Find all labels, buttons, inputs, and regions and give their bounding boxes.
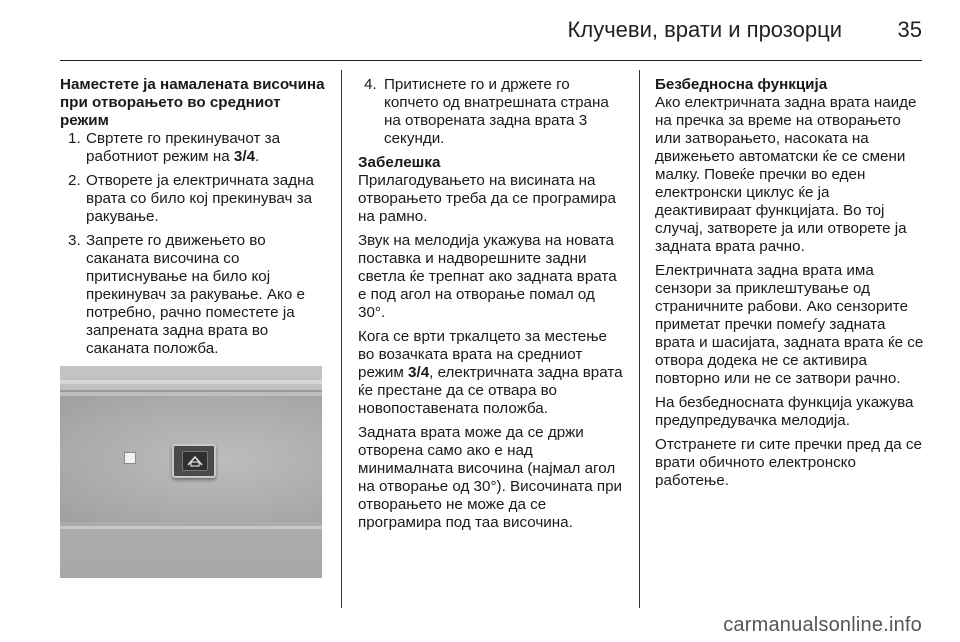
- watermark: carmanualsonline.info: [723, 614, 922, 636]
- page-title: Клучеви, врати и прозорци: [567, 17, 842, 42]
- step-number: 1.: [68, 130, 81, 147]
- step-text: Запрете го движењето во саканата височина со притиснување на било кој прекинувач за ракување. Ако е потребно, рачно поместете ја запрената задна врата во саканата положба.: [86, 232, 305, 357]
- paragraph: Звук на мелодија укажува на новата поставка и надворешните задни светла ќе трепнат ако задната врата е под агол на отворање помал од 30°.: [358, 232, 617, 321]
- step-text: Отворете ја електричната задна врата со било кој прекинувач за ракување.: [86, 172, 314, 225]
- sensor-hole: [124, 452, 136, 464]
- page-header: [0, 0, 960, 62]
- column-right: [655, 76, 927, 496]
- step-3: [60, 232, 328, 358]
- step-number: 4.: [364, 76, 377, 93]
- column-divider-2: [639, 70, 640, 608]
- header-rule: [60, 60, 922, 61]
- step-4: [358, 76, 626, 148]
- steps-list: [60, 130, 328, 358]
- paragraph: Ако електричната задна врата наиде на пречка за време на отворањето или затворањето, насоката на движењето автоматски ќе се смени малку. Повеќе пречки во еден електронски циклус ќе ја деактивираат функцијата. Во тој случај, затворете ја или отворете ја задната врата рачно.: [655, 94, 917, 255]
- step-after: .: [255, 148, 260, 165]
- paragraph: На безбедносната функција укажува предупредувачка мелодија.: [655, 394, 914, 429]
- step-2: [60, 172, 328, 226]
- tailgate-switch-icon: [172, 444, 216, 478]
- column-left: [60, 76, 328, 578]
- column-divider-1: [341, 70, 342, 608]
- steps-list-continued: [358, 76, 626, 148]
- tailgate-photo: [60, 366, 322, 578]
- step-number: 2.: [68, 172, 81, 189]
- paragraph: Задната врата може да се држи отворена само ако е над минималната височина (најмал агол на отворање од 30°). Височината при отворањето не може да се програмира под таа височина.: [358, 424, 623, 531]
- paragraph: Електричната задна врата има сензори за приклештување од страничните рабови. Ако сензорите приметат пречки помеѓу задната врата и шасијата, задната врата ќе се отвора додека не се активира повторно или не се затвори рачно.: [655, 262, 924, 387]
- tailgate-symbol-icon: [186, 454, 204, 468]
- section-heading-safety: Безбедносна функција: [655, 76, 828, 93]
- step-number: 3.: [68, 232, 81, 249]
- section-heading-height: Наместете ја намалената височина при отворањето во средниот режим: [60, 76, 325, 129]
- column-middle: [358, 76, 626, 538]
- note-text: Прилагодувањето на висината на отворањето треба да се програмира на рамно.: [358, 172, 616, 225]
- step-bold: 3/4: [233, 148, 256, 165]
- paragraph: Отстранете ги сите пречки пред да се врати обичното електронско работење.: [655, 436, 922, 489]
- page-number: 35: [897, 17, 922, 42]
- step-text: Притиснете го и држете го копчето од внатрешната страна на отворената задна врата 3 секунди.: [384, 76, 609, 147]
- step-text: Свртете го прекинувачот за работниот режим на: [86, 130, 281, 165]
- step-1: [60, 130, 328, 166]
- note-heading: Забелешка: [358, 154, 441, 171]
- paragraph-with-bold: Кога се врти тркалцето за местење во возачката врата на средниот режим 3/4, електричната задна врата ќе престане да се отвара во новопоставената положба.: [358, 328, 623, 417]
